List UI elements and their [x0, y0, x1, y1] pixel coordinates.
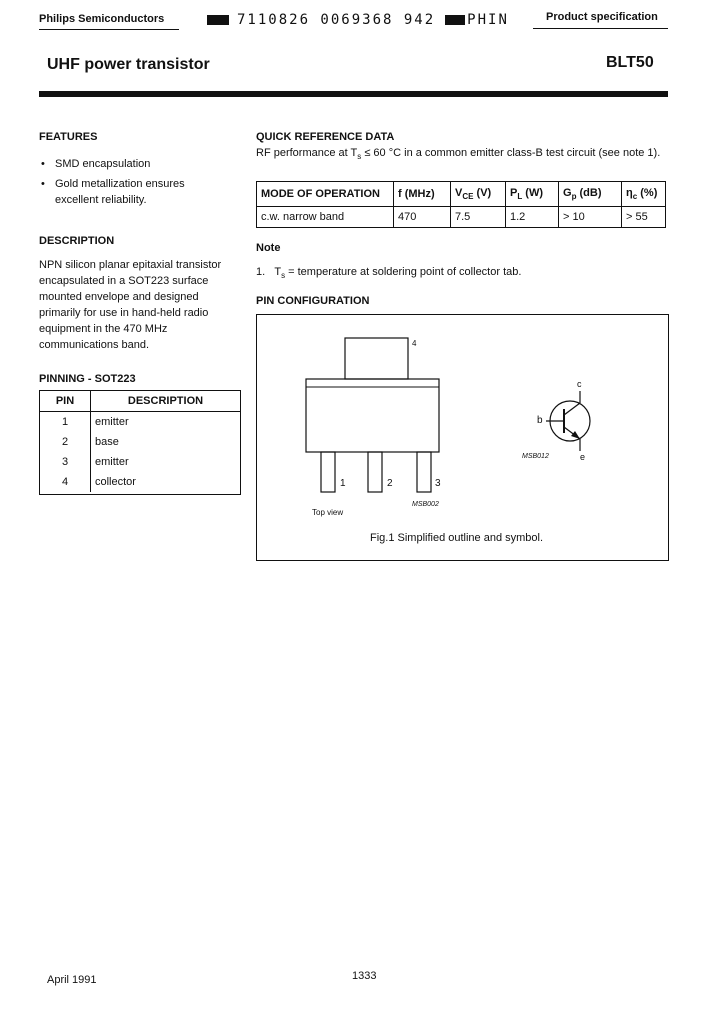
col-vce: $V_{CE}$ (V) [451, 182, 506, 207]
col-frequency: f (MHz) [394, 182, 451, 207]
collector-tab [345, 338, 408, 379]
doc-code-suffix: PHIN [467, 12, 509, 28]
company-name: Philips Semiconductors [39, 13, 165, 25]
table-row [40, 432, 240, 452]
doc-code: 7110826 0069368 942 [237, 12, 436, 28]
pinning-table-box [39, 390, 241, 495]
pin4-label: 4 [412, 339, 417, 348]
table-row [257, 207, 666, 228]
lead-2 [368, 452, 382, 492]
features-list [39, 156, 219, 212]
package-body [306, 379, 439, 452]
pl-value: 1.2 [506, 207, 559, 228]
qrd-intro: RF performance at $T_s \le 60$ °C in a common emitter class-B test circuit (see note 1). [256, 147, 661, 162]
table-row [40, 472, 240, 492]
gp-value: > 10 [559, 207, 622, 228]
pin-number: 4 [40, 472, 91, 492]
pin3-label: 3 [435, 478, 441, 489]
col-eta: $\eta_c$ (%) [622, 182, 666, 207]
description-heading: DESCRIPTION [39, 235, 115, 247]
pin-description: emitter [95, 456, 129, 468]
frequency-value: 470 [394, 207, 451, 228]
col-pl: $P_L$ (W) [506, 182, 559, 207]
emitter-arrow [571, 431, 580, 439]
pinning-heading: PINNING - SOT223 [39, 373, 136, 385]
description-text: NPN silicon planar epitaxial transistor encapsulated in a SOT223 surface mounted envelope and designed primarily for use in hand-held radio equipment in the 470 MHz communications band. [39, 259, 222, 351]
barcode-line [207, 12, 509, 28]
doc-type: Product specification [546, 11, 658, 23]
page-number: 1333 [352, 970, 377, 982]
part-number: BLT50 [606, 54, 654, 71]
drawing-code-left: MSB002 [412, 501, 439, 508]
footer-date: April 1991 [47, 974, 97, 986]
note-text: 1. $T_s$ = temperature at soldering point of collector tab. [256, 266, 522, 281]
note-heading: Note [256, 242, 281, 254]
table-row [40, 412, 240, 433]
table-row [40, 452, 240, 472]
top-view-label: Top view [312, 508, 344, 517]
list-item: • SMD encapsulation [39, 156, 219, 172]
qrd-table [256, 181, 666, 228]
header-rule-right [533, 28, 668, 29]
list-item: • Gold metallization ensures excellent reliability. [39, 176, 219, 208]
symbol-b-label: b [537, 415, 543, 426]
pin-number: 3 [40, 452, 91, 472]
pin-number: 2 [40, 432, 91, 452]
pin-description: base [95, 436, 119, 448]
title-rule [39, 91, 668, 97]
lead-1 [321, 452, 335, 492]
collector-line [564, 403, 580, 415]
pin1-label: 1 [340, 478, 346, 489]
col-description: DESCRIPTION [91, 391, 241, 412]
figure-drawing [257, 315, 668, 560]
qrd-heading: QUICK REFERENCE DATA [256, 131, 395, 143]
header-rule-left [39, 29, 179, 30]
pin2-label: 2 [387, 478, 393, 489]
figure-caption: Fig.1 Simplified outline and symbol. [370, 532, 544, 544]
col-gp: $G_p$ (dB) [559, 182, 622, 207]
drawing-code-right: MSB012 [522, 453, 549, 460]
features-heading: FEATURES [39, 131, 98, 143]
pin-number: 1 [40, 412, 91, 433]
block-mark [445, 15, 465, 25]
eta-value: > 55 [622, 207, 666, 228]
figure-box [256, 314, 669, 561]
symbol-e-label: e [580, 452, 586, 462]
pinning-table [40, 391, 240, 492]
col-mode: MODE OF OPERATION [257, 182, 394, 207]
pin-config-heading: PIN CONFIGURATION [256, 295, 370, 307]
vce-value: 7.5 [451, 207, 506, 228]
mode-value: c.w. narrow band [257, 207, 394, 228]
page-title: UHF power transistor [47, 56, 210, 73]
pin-description: collector [95, 476, 136, 488]
block-mark [207, 15, 229, 25]
symbol-c-label: c [577, 379, 582, 389]
col-pin: PIN [40, 391, 91, 412]
lead-3 [417, 452, 431, 492]
pin-description: emitter [95, 416, 129, 428]
